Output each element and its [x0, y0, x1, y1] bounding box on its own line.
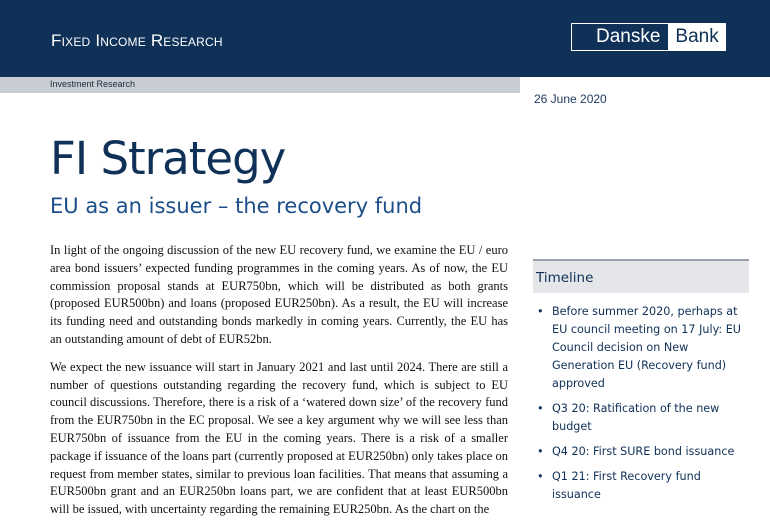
bullet-icon: • — [537, 470, 544, 483]
timeline-item-text: Q1 21: First Recovery fund issuance — [552, 470, 701, 501]
publication-date: 26 June 2020 — [534, 92, 607, 106]
timeline-item-text: Q3 20: Ratification of the new budget — [552, 402, 720, 433]
paragraph: We expect the new issuance will start in January 2021 and last until 2024. There are still a number of questions outstanding regarding the recovery fund, which is subject to EU council discussions. Therefore, there is a risk of a ‘watered down size’ of the recovery fund from the EUR750bn in the EC proposal. We see a key argument why we will see less than EUR750bn of issuance from the EU in the coming years. There is a risk of a smaller package if issuance of the loans part (currently proposed at EUR250bn) only takes place on request from member states, similar to previous loan facilities. That means that assuming a EUR500bn grant and an EUR250bn loans part, we are confident that at least EUR500bn will be issued, with uncertainty regarding the remaining EUR250bn. As the chart on the — [50, 359, 508, 517]
timeline-item — [533, 400, 749, 436]
timeline-item — [533, 443, 749, 461]
section-bar — [0, 77, 520, 93]
logo-word-danske: Danske — [572, 24, 669, 50]
bullet-icon: • — [537, 402, 544, 415]
timeline-item-text: Before summer 2020, perhaps at EU council meeting on 17 July: EU Council decision on New Generation EU (Recovery fund) approved — [552, 305, 741, 390]
header-bar — [0, 0, 770, 77]
section-label: Investment Research — [50, 79, 136, 89]
timeline-item — [533, 468, 749, 504]
paragraph: In light of the ongoing discussion of the new EU recovery fund, we examine the EU / euro area bond issuers’ expected funding programmes in the coming years. As of now, the EU commission proposal stands at EUR750bn, which will be distributed as both grants (proposed EUR500bn) and loans (proposed EUR250bn). As a result, the EU will increase its funding need and outstanding bonds markedly in coming years. Currently, the EU has an outstanding amount of debt of EUR52bn. — [50, 243, 508, 346]
document-title: FI Strategy — [50, 132, 286, 185]
timeline-item — [533, 303, 749, 393]
timeline-item-text: Q4 20: First SURE bond issuance — [552, 445, 735, 458]
document-subtitle: EU as an issuer – the recovery fund — [50, 194, 423, 218]
logo-word-bank: Bank — [669, 24, 724, 50]
department-title: Fixed Income Research — [51, 31, 223, 50]
bullet-icon: • — [537, 305, 544, 318]
timeline-list — [533, 293, 749, 504]
danske-bank-logo — [571, 23, 726, 51]
timeline-sidebar — [533, 259, 749, 511]
timeline-heading: Timeline — [533, 261, 749, 293]
bullet-icon: • — [537, 445, 544, 458]
article-body — [50, 242, 508, 529]
